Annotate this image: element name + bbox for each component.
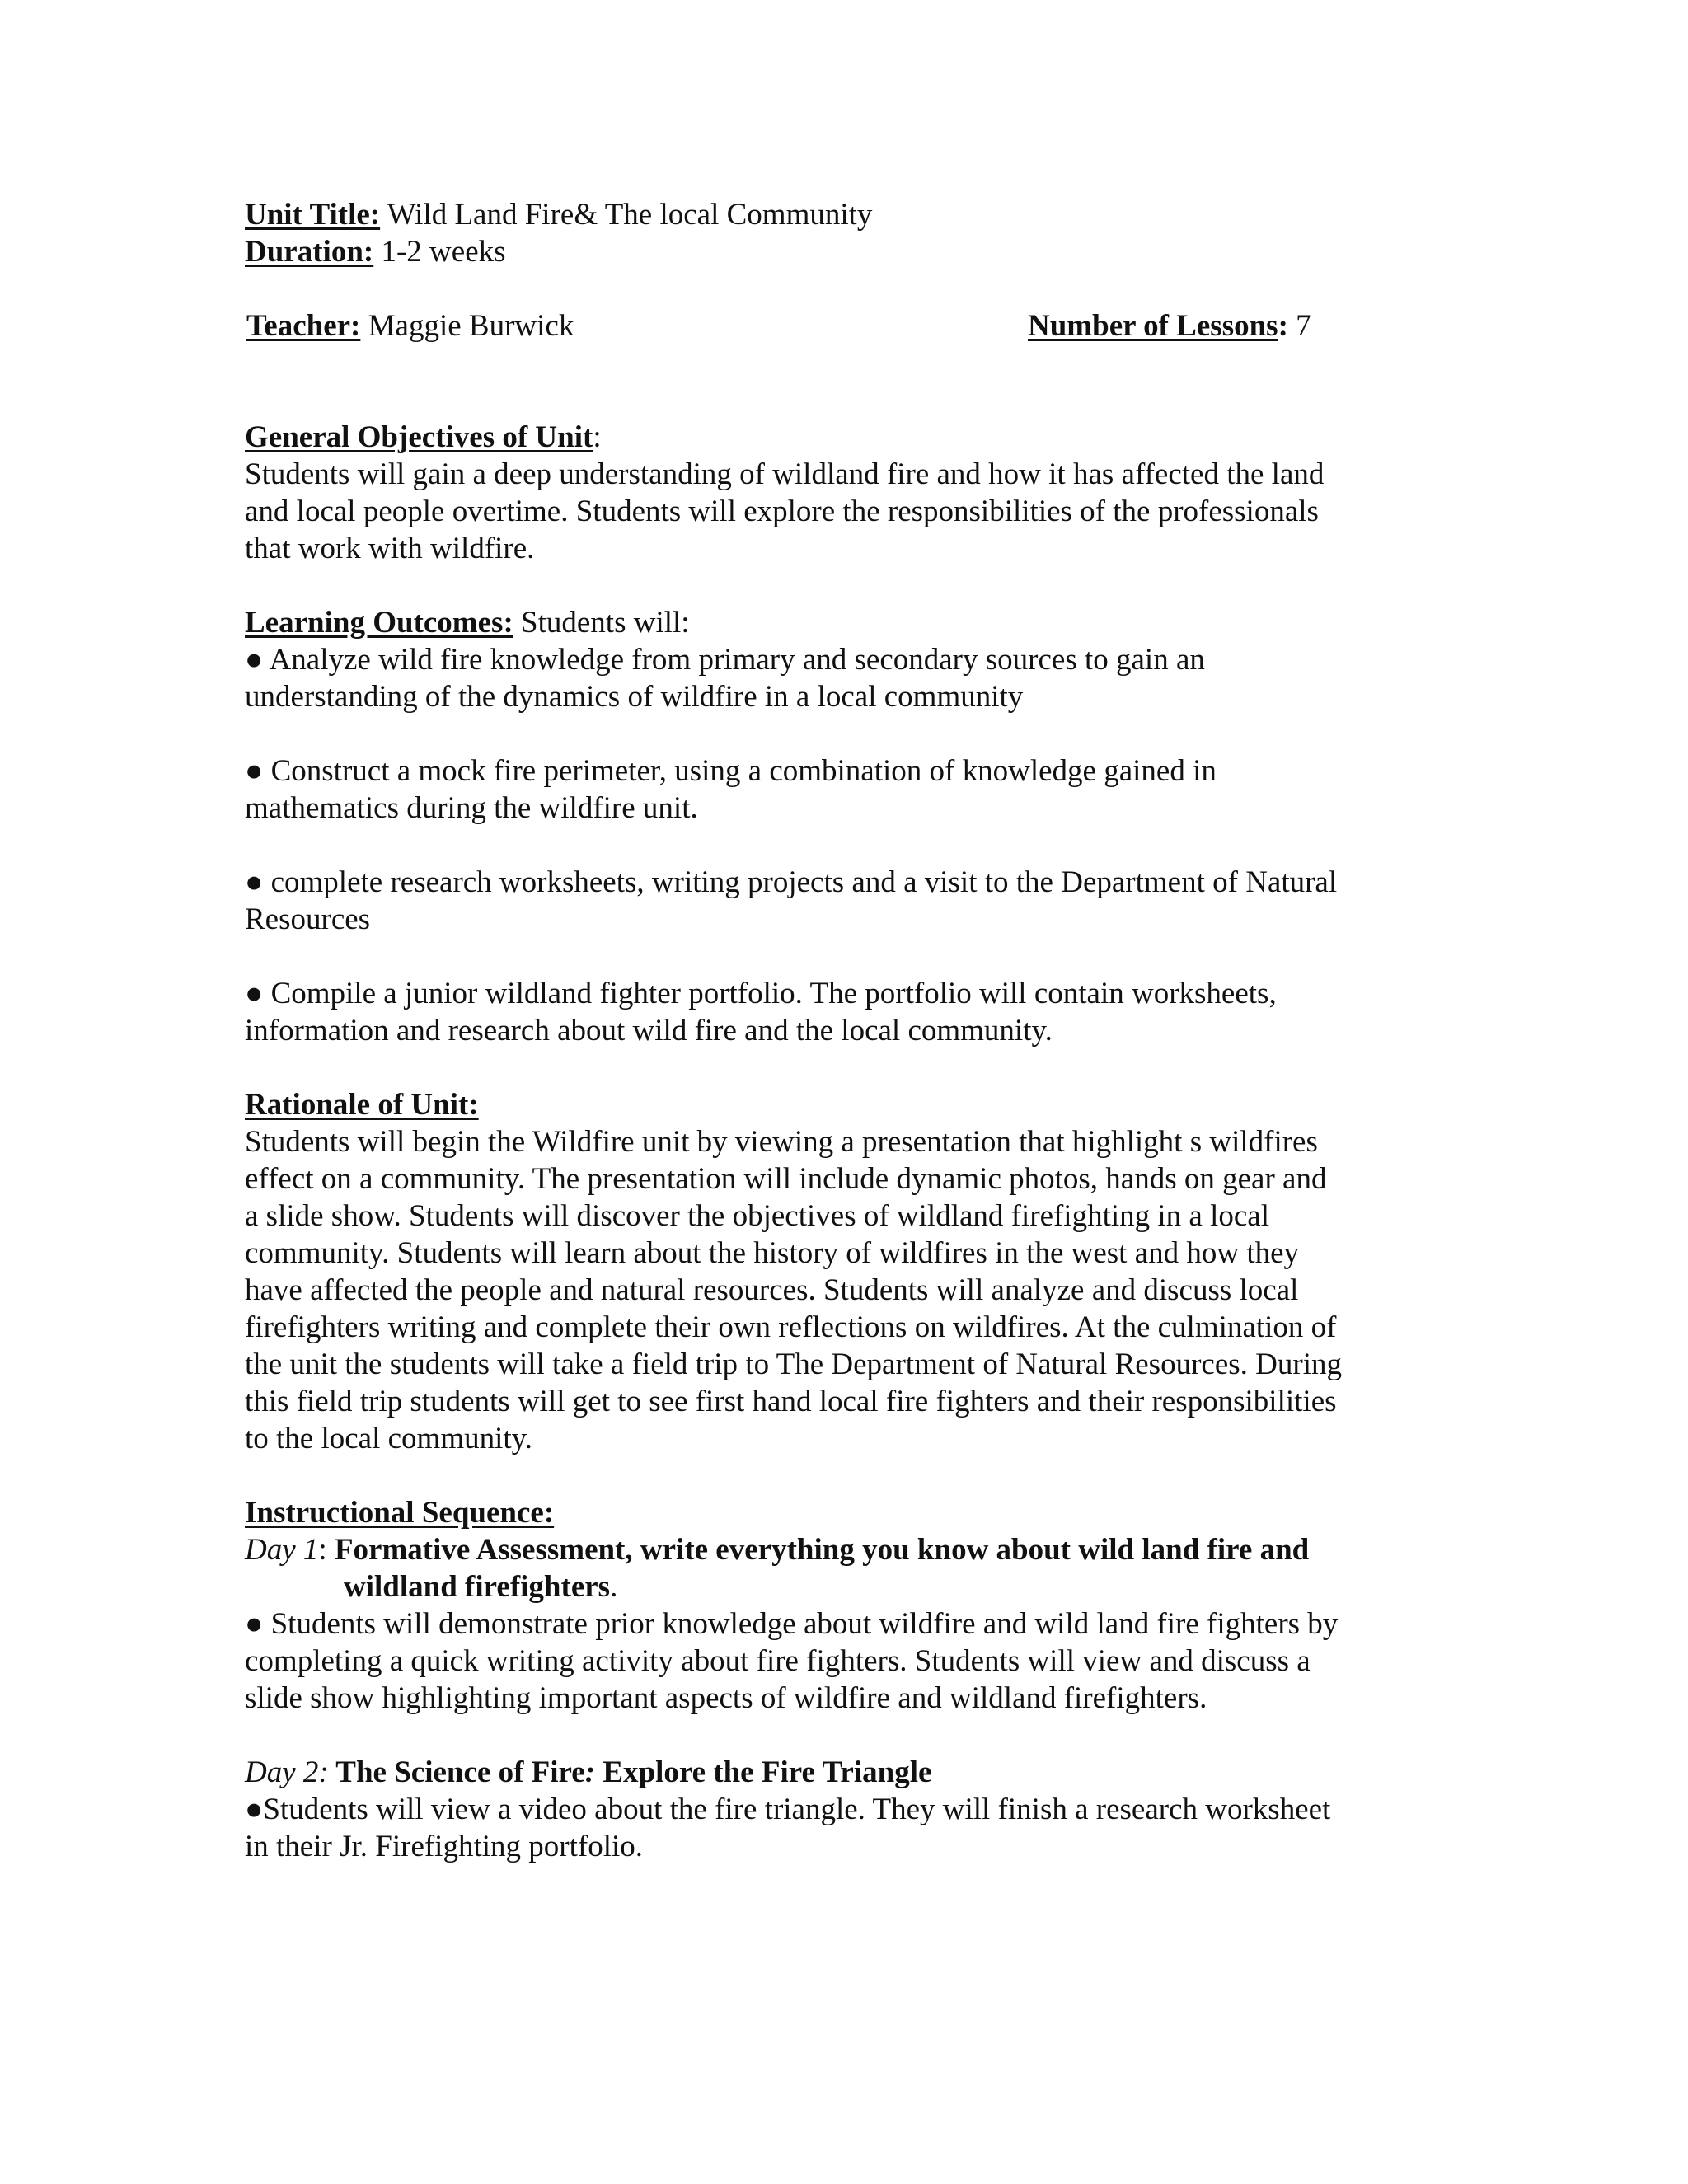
- outcome-item-1: ● Analyze wild fire knowledge from primary and secondary sources to gain an understanding of the dynamics of wildfire in a local community: [245, 643, 1205, 714]
- objectives-heading: General Objectives of Unit:: [245, 420, 602, 454]
- outcome-item-3: ● complete research worksheets, writing projects and a visit to the Department of Natural Resources: [245, 865, 1338, 936]
- lessons-label: Number of Lessons: [1028, 309, 1278, 343]
- day-1-text: ● Students will demonstrate prior knowledge about wildfire and wild land fire fighters by completing a quick writing activity about fire fighters. Students will view and discuss a slide show highlighting important aspects of wildfire and wildland firefighters.: [245, 1607, 1339, 1715]
- day-2-text: ●Students will view a video about the fire triangle. They will finish a research worksheet in their Jr. Firefighting portfolio.: [245, 1793, 1331, 1863]
- document-page: [245, 196, 1456, 1865]
- teacher-label: Teacher:: [246, 309, 361, 343]
- outcome-item-2: ● Construct a mock fire perimeter, using a combination of knowledge gained in mathematics during the wildfire unit.: [245, 754, 1217, 825]
- rationale-heading: Rationale of Unit:: [245, 1088, 479, 1122]
- unit-title-value: Wild Land Fire& The local Community: [380, 198, 873, 232]
- objectives-text: Students will gain a deep understanding of wildland fire and how it has affected the land and local people overtime. Students will explore the responsibilities of the professionals that work with wildfire.: [245, 457, 1325, 565]
- unit-title-line: [245, 196, 1456, 233]
- duration-line: [245, 233, 1456, 270]
- sequence-heading: Instructional Sequence:: [245, 1496, 555, 1530]
- lessons-colon: :: [1278, 309, 1288, 343]
- outcome-item-4: ● Compile a junior wildland fighter portfolio. The portfolio will contain worksheets, information and research about wild fire and the local community.: [245, 977, 1277, 1047]
- teacher-lessons-line: [245, 307, 1456, 344]
- outcomes-heading: Learning Outcomes: Students will:: [245, 606, 690, 640]
- day-2-label: Day 2:: [245, 1755, 329, 1789]
- duration-label: Duration:: [245, 235, 374, 269]
- unit-title-label: Unit Title:: [245, 198, 381, 232]
- day-1-title: Day 1: Formative Assessment, write everything you know about wild land fire and wildland firefighters.: [245, 1533, 1310, 1604]
- lessons-value: 7: [1287, 309, 1311, 343]
- day-1-label: Day 1: [245, 1533, 319, 1567]
- day-2-title: Day 2: The Science of Fire: Explore the Fire Triangle: [245, 1755, 932, 1789]
- rationale-text: Students will begin the Wildfire unit by viewing a presentation that highlight s wildfires effect on a community. The presentation will include dynamic photos, hands on gear and a slide show. Students will discover the objectives of wildland firefighting in a local community. Students will learn about the history of wildfires in the west and how they have affected the people and natural resources. Students will analyze and discuss local firefighters writing and complete their own reflections on wildfires. At the culmination of the unit the students will take a field trip to The Department of Natural Resources. During this field trip students will get to see first hand local fire fighters and their responsibilities to the local community.: [245, 1125, 1342, 1455]
- teacher-value: Maggie Burwick: [360, 309, 574, 343]
- duration-value: 1-2 weeks: [373, 235, 506, 269]
